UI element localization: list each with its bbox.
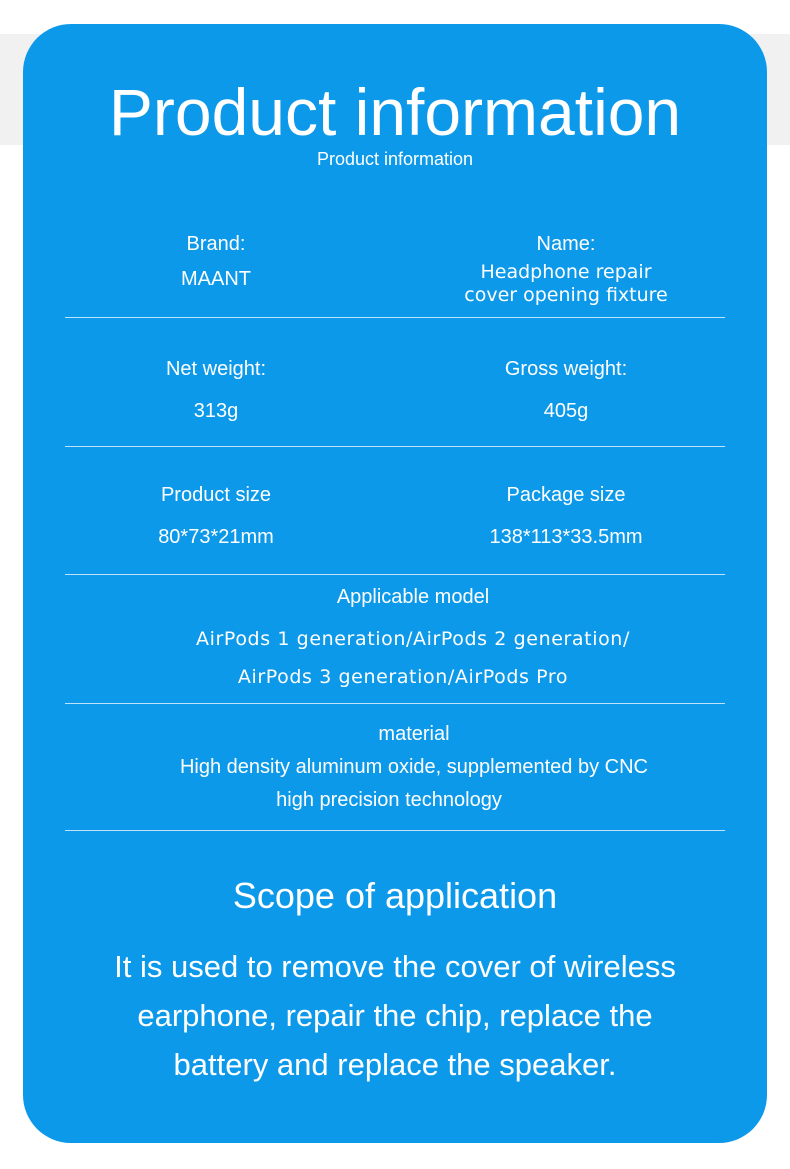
row-divider bbox=[65, 446, 725, 447]
scope-line-2: earphone, repair the chip, replace the bbox=[137, 998, 653, 1033]
name-value-line-1: Headphone repair bbox=[480, 261, 652, 283]
name-label: Name: bbox=[536, 233, 596, 255]
package-size-value: 138*113*33.5mm bbox=[489, 526, 643, 548]
gross-weight-value: 405g bbox=[543, 400, 589, 422]
brand-label: Brand: bbox=[186, 233, 246, 255]
scope-line-1: It is used to remove the cover of wireless bbox=[114, 949, 676, 984]
product-size-value: 80*73*21mm bbox=[158, 526, 274, 548]
applicable-model-line-2: AirPods 3 generation/AirPods Pro bbox=[237, 666, 569, 688]
net-weight-label: Net weight: bbox=[165, 358, 267, 380]
applicable-model-line-1: AirPods 1 generation/AirPods 2 generation/ bbox=[196, 628, 630, 650]
material-line-1: High density aluminum oxide, supplemented by CNC bbox=[179, 756, 648, 778]
row-divider bbox=[65, 317, 725, 318]
applicable-model-label: Applicable model bbox=[336, 586, 490, 608]
package-size-label: Package size bbox=[506, 484, 626, 506]
name-value-line-2: cover opening fixture bbox=[464, 284, 668, 306]
material-line-2: high precision technology bbox=[276, 789, 502, 811]
row-divider bbox=[65, 830, 725, 831]
net-weight-value: 313g bbox=[193, 400, 239, 422]
page-title: Product information bbox=[108, 75, 682, 149]
scope-description bbox=[23, 942, 767, 1089]
scope-title: Scope of application bbox=[232, 875, 558, 916]
row-divider bbox=[65, 574, 725, 575]
product-size-label: Product size bbox=[160, 484, 272, 506]
product-info-card bbox=[23, 24, 767, 1143]
row-divider bbox=[65, 703, 725, 704]
gross-weight-label: Gross weight: bbox=[504, 358, 628, 380]
brand-value: MAANT bbox=[181, 268, 251, 290]
page-subtitle: Product information bbox=[316, 149, 474, 169]
material-label: material bbox=[378, 723, 450, 745]
scope-line-3: battery and replace the speaker. bbox=[173, 1047, 617, 1082]
